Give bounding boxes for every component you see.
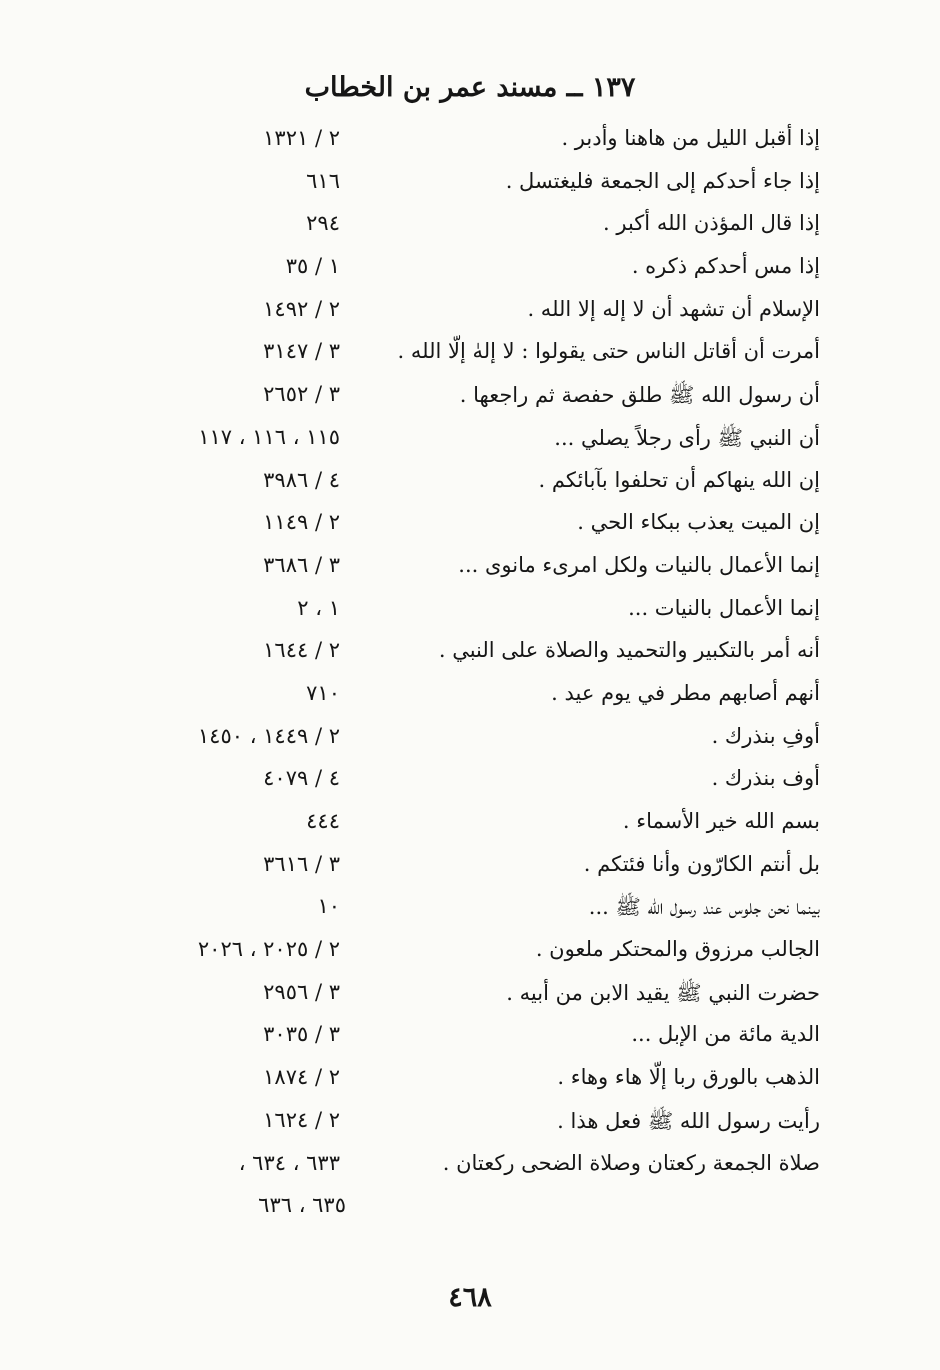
hadith-incipit: صلاة الجمعة ركعتان وصلاة الضحى ركعتان .	[442, 1150, 820, 1175]
hadith-incipit: بل أنتم الكارّون وأنا فئتكم .	[583, 851, 820, 876]
hadith-incipit: إن الله ينهاكم أن تحلفوا بآبائكم .	[538, 467, 820, 492]
hadith-incipit: بينما نحن جلوس عند رسول الله ﷺ ...	[588, 895, 820, 920]
reference-numbers: ٢٩٤	[306, 211, 340, 236]
reference-numbers: ٢ / ١٦٤٤	[263, 638, 340, 663]
hadith-incipit: أوفِ بنذرك .	[711, 723, 820, 748]
index-entry	[0, 1145, 940, 1188]
hadith-incipit: إذا قال المؤذن الله أكبر .	[603, 211, 820, 236]
reference-numbers: ٦٣٣ ، ٦٣٤ ،	[238, 1150, 340, 1175]
index-entry	[0, 974, 940, 1017]
hadith-incipit: بسم الله خير الأسماء .	[622, 809, 820, 833]
hadith-incipit: أنه أمر بالتكبير والتحميد والصلاة على النبي .	[438, 638, 820, 663]
hadith-incipit: إنما الأعمال بالنيات ...	[628, 595, 820, 620]
reference-numbers: ٤ / ٤٠٧٩	[263, 766, 340, 791]
index-entry	[0, 163, 940, 206]
index-entry	[0, 333, 940, 376]
index-entry	[0, 888, 940, 931]
index-entry	[0, 1102, 940, 1145]
hadith-incipit: إن الميت يعذب ببكاء الحي .	[577, 510, 820, 535]
index-entry	[0, 760, 940, 803]
index-entry	[0, 1059, 940, 1102]
index-list	[0, 120, 940, 1187]
hadith-incipit: إذا مس أحدكم ذكره .	[631, 254, 820, 279]
index-entry	[0, 120, 940, 163]
reference-numbers: ٢ / ١١٤٩	[263, 510, 340, 535]
reference-numbers: ٤ / ٣٩٨٦	[263, 467, 340, 492]
reference-numbers: ٣ / ٣٠٣٥	[263, 1022, 340, 1047]
index-entry	[0, 419, 940, 462]
hadith-incipit: أمرت أن أقاتل الناس حتى يقولوا : لا إلهٰ إلّا الله .	[397, 339, 820, 364]
index-entry	[0, 248, 940, 291]
hadith-incipit: الدية مائة من الإبل ...	[631, 1022, 820, 1047]
index-entry	[0, 547, 940, 590]
hadith-incipit: أوف بنذرك .	[711, 766, 820, 791]
index-entry	[0, 846, 940, 889]
reference-numbers: ٢ / ٢٠٢٥ ، ٢٠٢٦	[197, 937, 340, 962]
index-entry	[0, 462, 940, 505]
reference-numbers: ٢ / ١٤٤٩ ، ١٤٥٠	[197, 723, 340, 748]
index-entry	[0, 718, 940, 761]
reference-numbers: ٢ / ١٦٢٤	[263, 1107, 340, 1132]
page-header: ١٣٧ ــ مسند عمر بن الخطاب	[304, 72, 636, 103]
hadith-incipit: حضرت النبي ﷺ يقيد الابن من أبيه .	[506, 980, 820, 1005]
reference-numbers: ٤٤٤	[306, 809, 340, 833]
reference-numbers: ٧١٠	[306, 680, 340, 705]
hadith-incipit: إذا جاء أحدكم إلى الجمعة فليغتسل .	[505, 168, 820, 193]
reference-numbers: ٣ / ٣١٤٧	[263, 339, 340, 364]
hadith-incipit: رأيت رسول الله ﷺ فعل هذا .	[557, 1108, 820, 1133]
reference-numbers: ٦١٦	[306, 168, 340, 193]
hadith-incipit: أن النبي ﷺ رأى رجلاً يصلي ...	[554, 425, 820, 450]
reference-numbers: ٢ / ١٣٢١	[263, 126, 340, 150]
reference-numbers: ١ ، ٢	[297, 595, 340, 620]
reference-continuation: ٦٣٥ ، ٦٣٦	[258, 1193, 346, 1217]
index-entry	[0, 504, 940, 547]
hadith-incipit: أنهم أصابهم مطر في يوم عيد .	[551, 680, 820, 705]
index-entry	[0, 803, 940, 846]
reference-numbers: ١١٥ ، ١١٦ ، ١١٧	[198, 424, 340, 449]
reference-numbers: ٣ / ٣٦١٦	[263, 851, 340, 876]
index-entry	[0, 931, 940, 974]
index-entry	[0, 291, 940, 334]
index-entry	[0, 675, 940, 718]
hadith-incipit: أن رسول الله ﷺ طلق حفصة ثم راجعها .	[459, 383, 820, 408]
reference-numbers: ١ / ٣٥	[285, 254, 340, 279]
hadith-incipit: الإسلام أن تشهد أن لا إله إلا الله .	[527, 296, 820, 321]
hadith-incipit: الذهب بالورق ربا إلّا هاء وهاء .	[557, 1065, 820, 1090]
reference-numbers: ٢ / ١٨٧٤	[263, 1065, 340, 1090]
reference-numbers: ١٠	[317, 894, 340, 919]
hadith-incipit: الجالب مرزوق والمحتكر ملعون .	[535, 937, 820, 962]
reference-numbers: ٣ / ٣٦٨٦	[263, 552, 340, 577]
reference-numbers: ٣ / ٢٦٥٢	[263, 382, 340, 407]
reference-numbers: ٣ / ٢٩٥٦	[263, 979, 340, 1004]
index-entry	[0, 205, 940, 248]
page-number: ٤٦٨	[448, 1282, 492, 1313]
reference-numbers: ٢ / ١٤٩٢	[263, 296, 340, 321]
index-entry	[0, 376, 940, 419]
index-entry	[0, 590, 940, 633]
index-entry	[0, 632, 940, 675]
hadith-incipit: إنما الأعمال بالنيات ولكل امرىء مانوى ...	[458, 552, 820, 577]
hadith-incipit: إذا أقبل الليل من هاهنا وأدبر .	[561, 126, 820, 150]
index-entry	[0, 1016, 940, 1059]
